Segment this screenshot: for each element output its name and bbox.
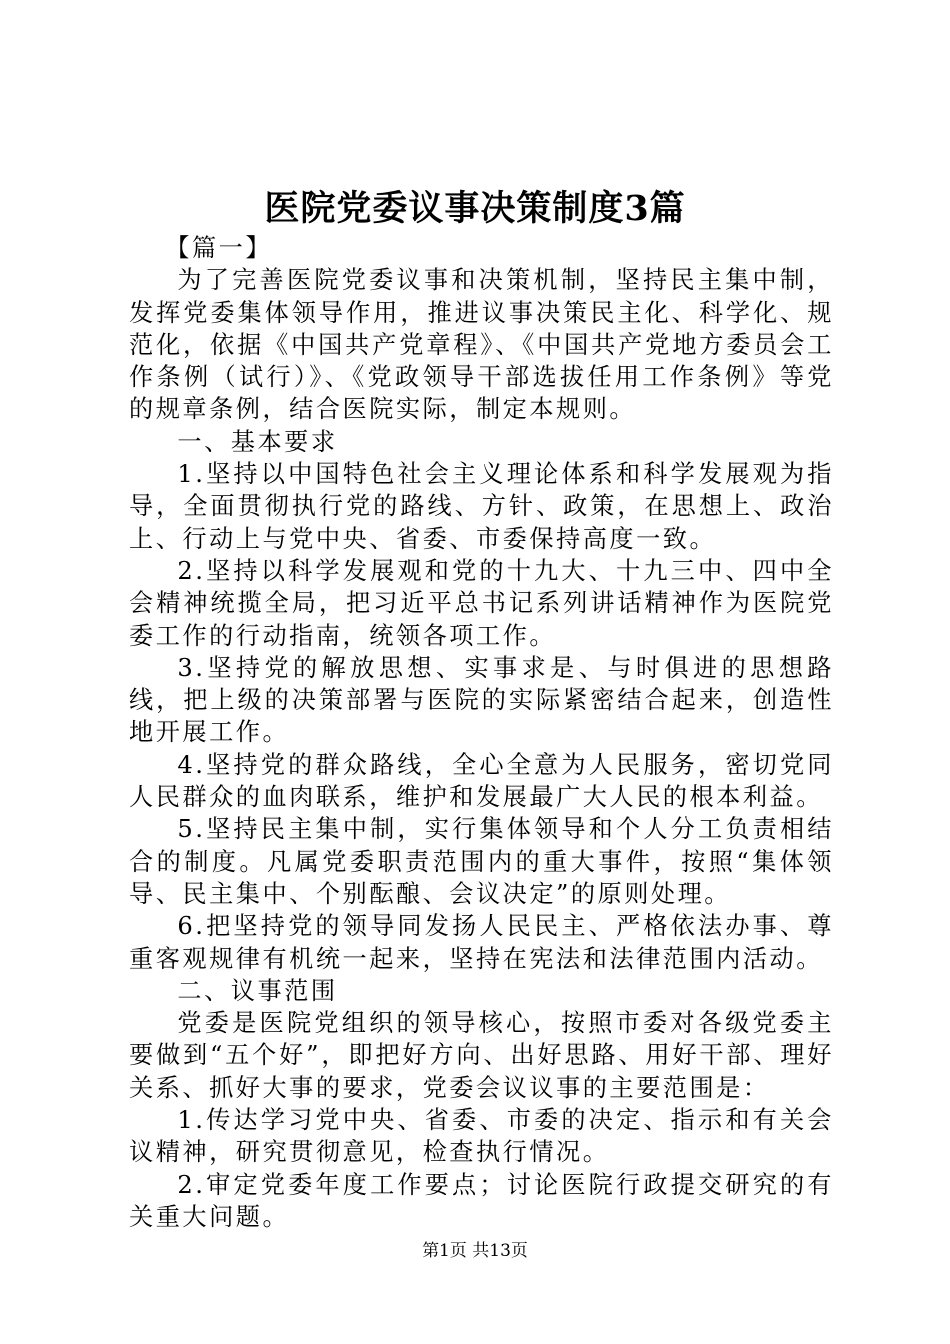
requirement-item-4: 4.坚持党的群众路线，全心全意为人民服务，密切党同人民群众的血肉联系，维护和发展最广大人民的根本利益。 bbox=[129, 750, 834, 812]
requirement-item-5: 5.坚持民主集中制，实行集体领导和个人分工负责相结合的制度。凡属党委职责范围内的重大事件，按照“集体领导、民主集中、个别酝酿、会议决定”的原则处理。 bbox=[129, 815, 834, 908]
section-heading-scope: 二、议事范围 bbox=[177, 976, 338, 1005]
page-number: 第1页 共13页 bbox=[422, 1241, 528, 1261]
requirement-item-2: 2.坚持以科学发展观和党的十九大、十九三中、四中全会精神统揽全局，把习近平总书记系列讲话精神作为医院党委工作的行动指南，统领各项工作。 bbox=[129, 556, 834, 650]
scope-intro-paragraph: 党委是医院党组织的领导核心，按照市委对各级党委主要做到“五个好”，即把好方向、出好思路、用好干部、理好关系、抓好大事的要求，党委会议议事的主要范围是： bbox=[129, 1009, 834, 1102]
requirement-item-1: 1.坚持以中国特色社会主义理论体系和科学发展观为指导，全面贯彻执行党的路线、方针、政策，在思想上、政治上、行动上与党中央、省委、市委保持高度一致。 bbox=[129, 460, 834, 553]
section-heading-basic-requirements: 一、基本要求 bbox=[177, 427, 338, 456]
scope-item-1: 1.传达学习党中央、省委、市委的决定、指示和有关会议精神，研究贯彻意见，检查执行情况。 bbox=[129, 1106, 834, 1167]
document-title: 医院党委议事决策制度3篇 bbox=[264, 188, 686, 229]
scope-item-2: 2.审定党委年度工作要点；讨论医院行政提交研究的有关重大问题。 bbox=[129, 1170, 834, 1231]
part-label: 【篇一】 bbox=[165, 234, 273, 262]
intro-paragraph: 为了完善医院党委议事和决策机制，坚持民主集中制，发挥党委集体领导作用，推进议事决策民主化、科学化、规范化，依据《中国共产党章程》、《中国共产党地方委员会工作条例（试行）》、《党政领导干部选拔任用工作条例》等党的规章条例，结合医院实际，制定本规则。 bbox=[129, 266, 834, 424]
document-body bbox=[129, 232, 834, 1233]
requirement-item-6: 6.把坚持党的领导同发扬人民民主、严格依法办事、尊重客观规律有机统一起来，坚持在宪法和法律范围内活动。 bbox=[129, 912, 834, 973]
requirement-item-3: 3.坚持党的解放思想、实事求是、与时俱进的思想路线，把上级的决策部署与医院的实际紧密结合起来，创造性地开展工作。 bbox=[129, 653, 834, 747]
